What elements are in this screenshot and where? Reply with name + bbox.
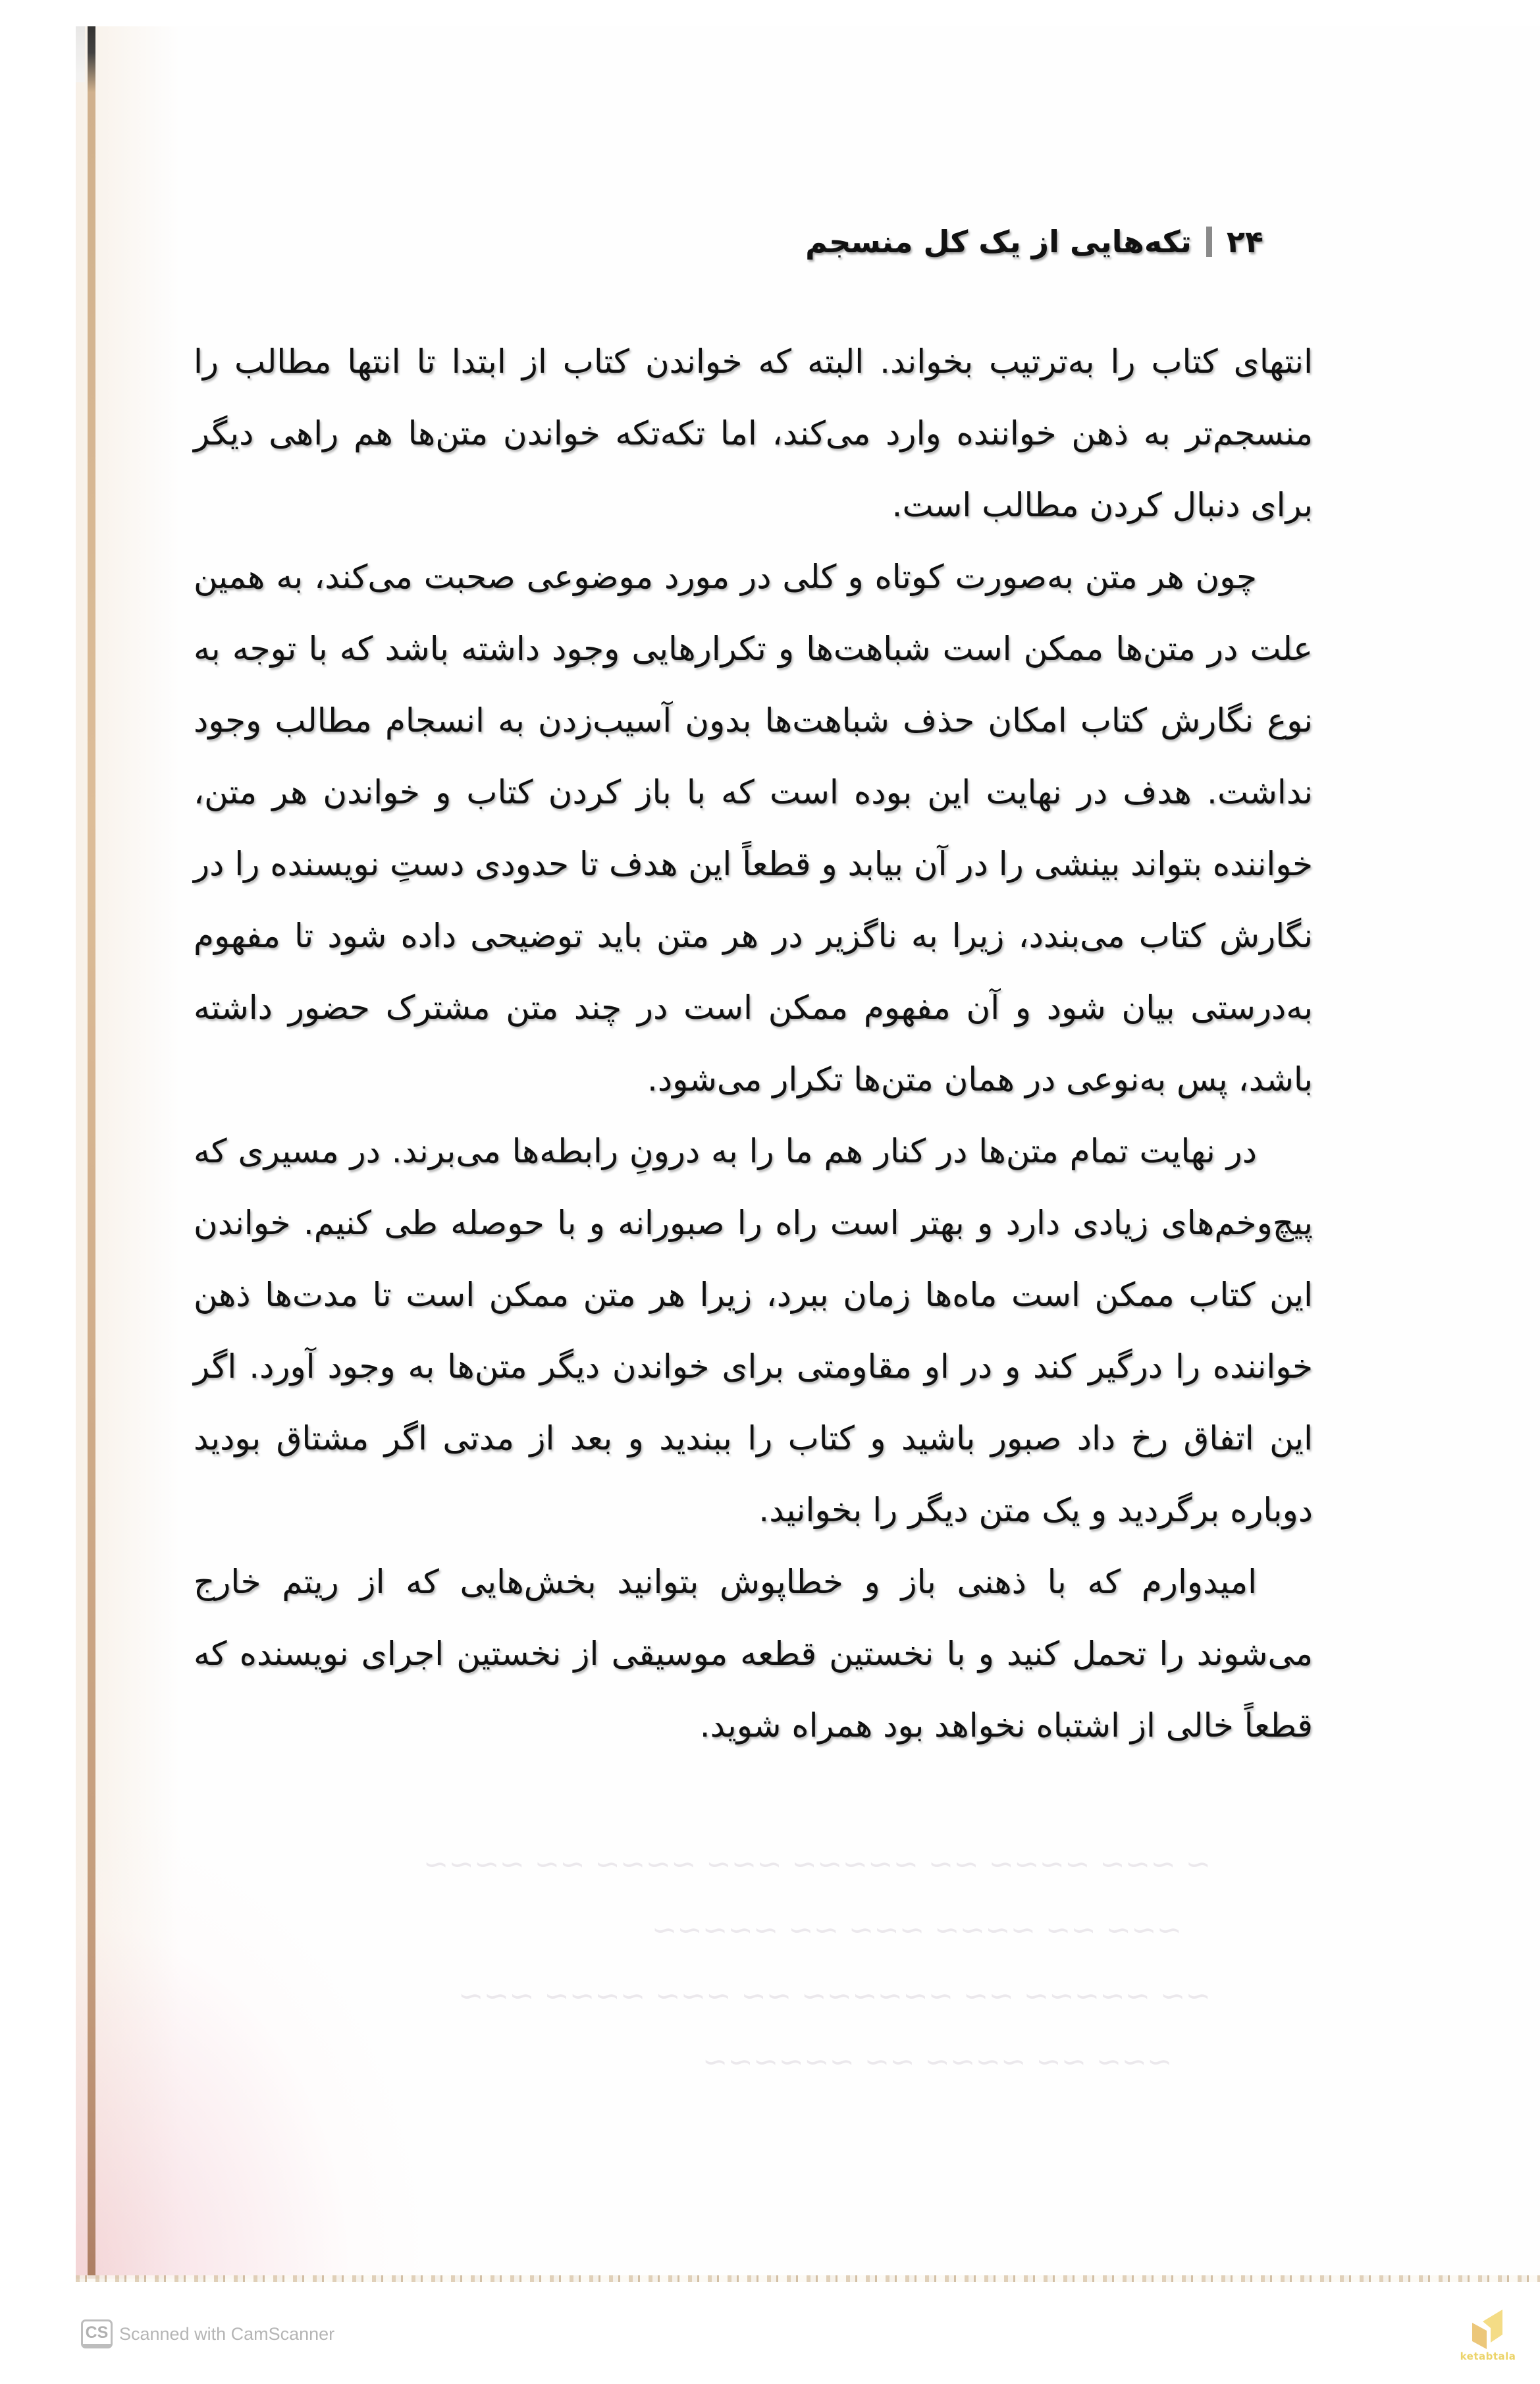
paragraph-4: امیدوارم که با ذهنی باز و خطاپوش بتوانید بخش‌هایی که از ریتم خارج می‌شوند را تحمل کنید و با نخستین قطعه موسیقی از نخستین اجرای نویسنده که قطعاً خالی از اشتباه نخواهد بود همراه شوید. — [194, 1563, 1313, 1745]
camscanner-watermark — [81, 2319, 334, 2348]
ketabtala-book-icon — [1471, 2308, 1505, 2349]
paragraph-1: انتهای کتاب را به‌ترتیب بخواند. البته که خواندن کتاب از ابتدا تا انتها مطالب را منسجم‌تر به ذهن خواننده وارد می‌کند، اما تکه‌تکه خواندن متن‌ها هم راهی دیگر برای دنبال کردن مطالب است. — [194, 342, 1313, 524]
page-number: ۲۴ — [1226, 224, 1263, 259]
page-bottom-edge — [76, 2275, 1540, 2282]
running-header — [805, 224, 1263, 259]
bleed-through-text: ~ ~~~ ~~~~ ~~ ~~~~~ ~~~ ~~~~ ~~ ~~~~ ~~~ ~~ ~~~~ ~~~ ~~ ~~~~~ ~~ ~~~~~ ~~ ~~~~~~ ~~ ~~~ ~~~~ ~~~ ~~~ ~~ ~~~~ ~~ ~~~~~~ — [423, 1846, 1211, 2079]
paragraph-2: چون هر متن به‌صورت کوتاه و کلی در مورد موضوعی صحبت می‌کند، به همین علت در متن‌ها ممکن است شباهت‌ها و تکرارهایی وجود داشته باشد که با توجه به نوع نگارش کتاب امکان حذف شباهت‌ها بدون آسیب‌زدن به انسجام مطالب وجود نداشت. هدف در نهایت این بوده است که با باز کردن کتاب و خواندن هر متن، خواننده بتواند بینشی را در آن بیابد و قطعاً این هدف تا حدودی دستِ نویسنده را در نگارش کتاب می‌بندد، زیرا به ناگزیر در هر متن باید توضیحی داده شود تا مفهوم به‌درستی بیان شود و آن مفهوم ممکن است در چند متن مشترک حضور داشته باشد، پس به‌نوعی در همان متن‌ها تکرار می‌شود. — [194, 558, 1313, 1098]
running-title: تکه‌هایی از یک کل منسجم — [805, 224, 1192, 259]
brand-name: ketabtala — [1460, 2350, 1516, 2362]
camscanner-logo-icon: CS — [81, 2319, 113, 2348]
body-text — [194, 326, 1313, 1762]
header-divider — [1206, 227, 1212, 257]
camscanner-text: Scanned with CamScanner — [119, 2323, 335, 2344]
ketabtala-logo — [1452, 2308, 1524, 2381]
paragraph-3: در نهایت تمام متن‌ها در کنار هم ما را به درونِ رابطه‌ها می‌برند. در مسیری که پیچ‌وخم‌های زیادی دارد و بهتر است راه را صبورانه و با حوصله طی کنیم. خواندن این کتاب ممکن است ماه‌ها زمان ببرد، زیرا هر متن ممکن است تا مدت‌ها ذهن خواننده را درگیر کند و در او مقاومتی برای خواندن دیگر متن‌ها به وجود آورد. اگر این اتفاق رخ داد صبور باشید و کتاب را ببندید و بعد از مدتی اگر مشتاق بودید دوباره برگردید و یک متن دیگر را بخوانید. — [194, 1132, 1313, 1529]
page-spine-edge — [88, 26, 95, 2279]
